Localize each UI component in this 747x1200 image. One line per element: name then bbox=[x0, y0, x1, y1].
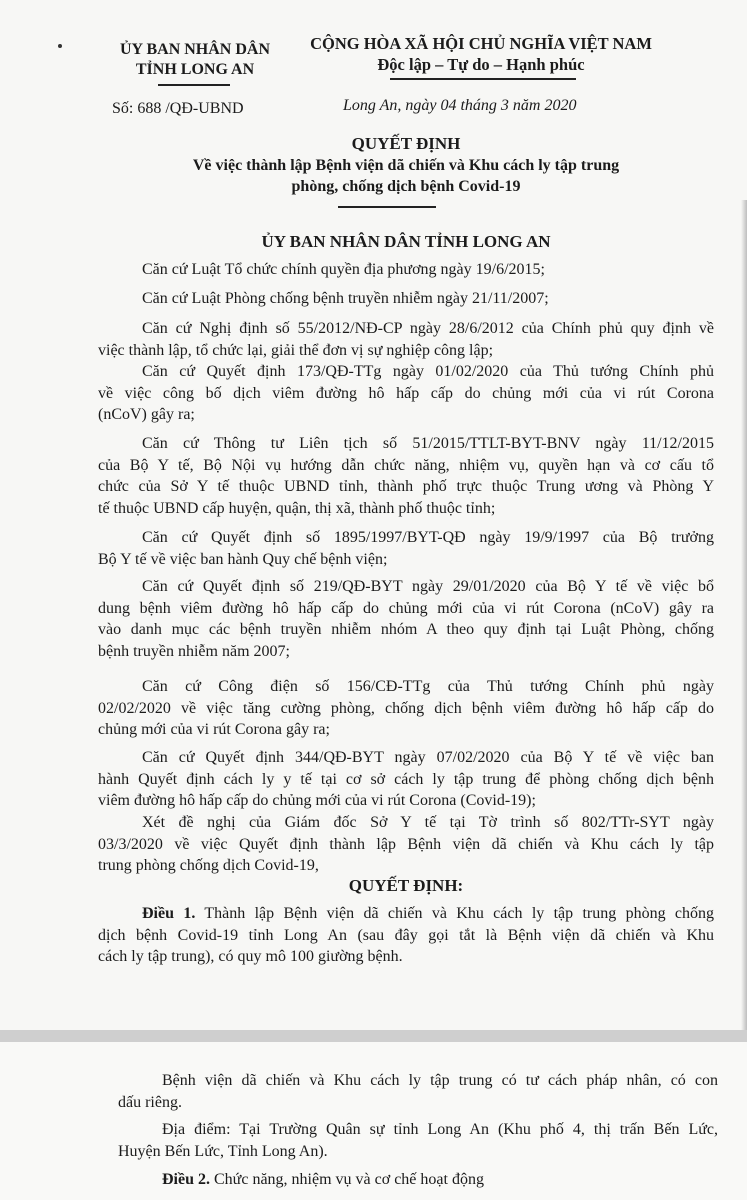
basis-5-line-3: chức của Sở Y tế thuộc UBND tỉnh, thành phố trực thuộc Trung ương và Phòng Y bbox=[98, 478, 714, 495]
basis-4-line-1: Căn cứ Quyết định 173/QĐ-TTg ngày 01/02/2020 của Thủ tướng Chính phủ bbox=[142, 363, 714, 380]
basis-5-line-1: Căn cứ Thông tư Liên tịch số 51/2015/TTLT-BYT-BNV ngày 11/12/2015 bbox=[142, 435, 714, 452]
basis-3 bbox=[98, 318, 714, 361]
legal-status-paragraph bbox=[118, 1070, 718, 1113]
basis-7 bbox=[98, 576, 714, 662]
legal-status-line-1: Bệnh viện dã chiến và Khu cách ly tập trung có tư cách pháp nhân, có con bbox=[162, 1072, 718, 1089]
national-motto bbox=[296, 33, 666, 75]
scan-speck bbox=[58, 44, 62, 48]
basis-8 bbox=[98, 676, 714, 741]
article-1-line-1: Thành lập Bệnh viện dã chiến và Khu cách ly tập trung phòng chống bbox=[195, 905, 715, 922]
place-date: Long An, ngày 04 tháng 3 năm 2020 bbox=[343, 97, 577, 114]
decision-heading: QUYẾT ĐỊNH: bbox=[348, 876, 464, 895]
basis-3-line-2: việc thành lập, tổ chức lại, giải thể đơn vị sự nghiệp công lập; bbox=[98, 341, 494, 359]
article-1-line-3: cách ly tập trung), có quy mô 100 giường bệnh. bbox=[98, 948, 403, 965]
basis-7-line-1: Căn cứ Quyết định số 219/QĐ-BYT ngày 29/01/2020 của Bộ Y tế về việc bổ bbox=[142, 578, 714, 595]
basis-8-line-1: Căn cứ Công điện số 156/CĐ-TTg của Thủ tướng Chính phủ ngày bbox=[142, 678, 714, 695]
article-2 bbox=[118, 1169, 718, 1191]
article-2-text: Chức năng, nhiệm vụ và cơ chế hoạt động bbox=[210, 1171, 484, 1188]
basis-2 bbox=[98, 288, 714, 310]
article-2-label: Điều 2. bbox=[162, 1171, 210, 1188]
legal-status-line-2: dấu riêng. bbox=[118, 1093, 182, 1111]
basis-6-line-1: Căn cứ Quyết định số 1895/1997/BYT-QĐ ngày 19/9/1997 của Bộ trưởng bbox=[142, 529, 714, 546]
basis-4-line-2: về việc công bố dịch viêm đường hô hấp cấp do chủng mới của vi rút Corona bbox=[98, 384, 714, 402]
basis-4 bbox=[98, 361, 714, 426]
basis-8-line-3: chủng mới của vi rút Corona gây ra; bbox=[98, 721, 330, 738]
basis-9-line-2: hành Quyết định cách ly y tế tại cơ sở cách ly tập trung để phòng chống dịch bệnh bbox=[98, 770, 714, 788]
location-paragraph bbox=[118, 1119, 718, 1162]
article-1-line-2: dịch bệnh Covid-19 tỉnh Long An (sau đây gọi tắt là Bệnh viện dã chiến và Khu bbox=[98, 926, 714, 944]
basis-5 bbox=[98, 433, 714, 519]
basis-5-line-2: của Bộ Y tế, Bộ Nội vụ hướng dẫn chức năng, nhiệm vụ, quyền hạn và cơ cấu tổ bbox=[98, 456, 714, 474]
basis-9-line-3: viêm đường hô hấp cấp do chủng mới của vi rút Corona (Covid-19); bbox=[98, 792, 536, 809]
basis-8-line-2: 02/02/2020 về việc tăng cường phòng, chống dịch bệnh viêm đường hô hấp cấp do bbox=[98, 699, 714, 717]
basis-9 bbox=[98, 747, 714, 812]
article-1-label: Điều 1. bbox=[142, 905, 196, 922]
motto-underline bbox=[390, 78, 576, 80]
basis-10-line-1: Xét đề nghị của Giám đốc Sở Y tế tại Tờ trình số 802/TTr-SYT ngày bbox=[142, 814, 714, 831]
nation-line-2: Độc lập – Tự do – Hạnh phúc bbox=[377, 55, 585, 74]
basis-10-line-3: trung phòng chống dịch Covid-19, bbox=[98, 857, 319, 874]
basis-1 bbox=[98, 259, 714, 281]
authority-heading: ỦY BAN NHÂN DÂN TỈNH LONG AN bbox=[261, 232, 551, 251]
basis-9-line-1: Căn cứ Quyết định 344/QĐ-BYT ngày 07/02/2020 của Bộ Y tế về việc ban bbox=[142, 749, 714, 766]
location-line-2: Huyện Bến Lức, Tỉnh Long An). bbox=[118, 1142, 328, 1160]
document-title: QUYẾT ĐỊNH bbox=[351, 134, 461, 153]
basis-1-line-1: Căn cứ Luật Tổ chức chính quyền địa phương ngày 19/6/2015; bbox=[142, 261, 545, 278]
subject-line-2: phòng, chống dịch bệnh Covid-19 bbox=[291, 178, 521, 195]
basis-7-line-4: bệnh truyền nhiễm năm 2007; bbox=[98, 642, 290, 660]
agency-line-1: ỦY BAN NHÂN DÂN bbox=[119, 41, 271, 58]
basis-10-line-2: 03/3/2020 về việc Quyết định thành lập Bệnh viện dã chiến và Khu cách ly tập bbox=[98, 835, 714, 853]
basis-6-line-2: Bộ Y tế về việc ban hành Quy chế bệnh viện; bbox=[98, 550, 388, 568]
basis-2-line-1: Căn cứ Luật Phòng chống bệnh truyền nhiễm ngày 21/11/2007; bbox=[142, 290, 549, 307]
page-shadow-edge bbox=[741, 200, 747, 1030]
basis-7-line-2: dung bệnh viêm đường hô hấp cấp do chủng mới của vi rút Corona (nCoV) gây ra bbox=[98, 599, 714, 617]
basis-3-line-1: Căn cứ Nghị định số 55/2012/NĐ-CP ngày 28/6/2012 của Chính phủ quy định về bbox=[142, 320, 714, 337]
basis-4-line-3: (nCoV) gây ra; bbox=[98, 406, 195, 423]
agency-underline bbox=[158, 84, 230, 86]
page-gap bbox=[0, 1030, 747, 1042]
issuing-agency bbox=[95, 40, 295, 80]
location-line-1: Địa điểm: Tại Trường Quân sự tỉnh Long An (Khu phố 4, thị trấn Bến Lức, bbox=[162, 1121, 718, 1138]
basis-5-line-4: tế thuộc UBND cấp huyện, quận, thị xã, thành phố thuộc tỉnh; bbox=[98, 499, 496, 517]
document-number: Số: 688 /QĐ-UBND bbox=[112, 100, 244, 117]
document-subject bbox=[98, 155, 714, 197]
basis-10 bbox=[98, 812, 714, 877]
subject-line-1: Về việc thành lập Bệnh viện dã chiến và Khu cách ly tập trung bbox=[192, 157, 620, 174]
document-page-2 bbox=[0, 1042, 747, 1200]
nation-line-1: CỘNG HÒA XÃ HỘI CHỦ NGHĨA VIỆT NAM bbox=[310, 34, 652, 53]
article-1 bbox=[98, 903, 714, 968]
title-underline bbox=[338, 206, 436, 208]
basis-7-line-3: vào danh mục các bệnh truyền nhiễm nhóm A theo quy định tại Luật Phòng, chống bbox=[98, 621, 714, 638]
agency-line-2: TỈNH LONG AN bbox=[135, 61, 255, 78]
basis-6 bbox=[98, 527, 714, 570]
